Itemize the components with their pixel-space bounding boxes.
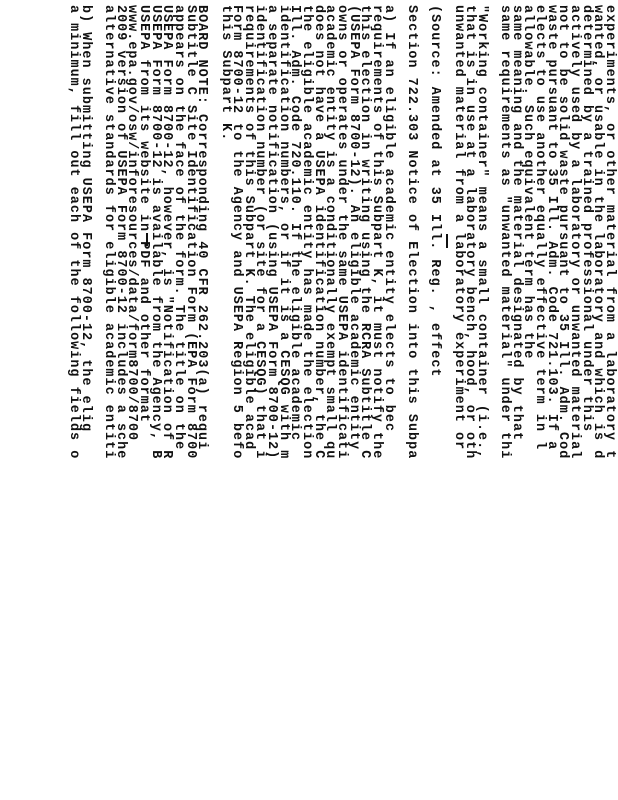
text-line: identification numbers, or if it is a CESQG with m: [275, 5, 291, 460]
text-line: a) If an eligible academic entity elects to bec: [380, 5, 396, 433]
text-line: USEPA Form 8700-12, however, is "Notification of R: [159, 5, 175, 460]
text-line: "Working container" means a small container (i.e.,: [473, 5, 489, 460]
text-line: a separate notification (using USEPA Form 8700-12): [264, 5, 280, 460]
scan-mark-right: [446, 234, 448, 248]
text-line: 2009 version of USEPA Form 8700-12 includes a sche: [112, 5, 128, 460]
text-line: appears on the face of the form. The title on the: [170, 5, 186, 451]
text-line: b) When submitting USEPA Form 8700-12, the elig: [77, 5, 93, 433]
text-line: wanted, or usable in the laboratory and which is d: [590, 5, 606, 460]
text-line: Section 722.303 Notice of Election into this Subpa: [403, 5, 419, 460]
text-line: same requirements as "unwanted material" under thi: [497, 5, 513, 460]
text-line: academic entity is a conditionally exempt small qu: [322, 5, 338, 460]
text-line: does not have a USEPA identification number, the C: [310, 5, 326, 460]
text-line: Ill. Adm. Code 720.110. If the eligible academic: [287, 5, 303, 442]
text-line: Subtitle C Site Identification Form (EPA Form 8700: [182, 5, 198, 460]
text-line: USEPA Form 8700-12 is available from the Agency, B: [147, 5, 163, 460]
text-line: USEPA from its website in PDF and other format: [136, 5, 151, 423]
text-line: alternative standards for eligible academic entiti: [101, 5, 117, 460]
text-line: actively used by a laboratory or unwanted material: [567, 5, 583, 460]
text-line: determined by a trained professional under this: [578, 5, 594, 433]
text-line: requirements of this Subpart K, it must notify the: [369, 5, 384, 460]
text-line: the eligible academic entity has made the election: [299, 5, 315, 460]
text-line: not to be solid waste pursuant to 35 Ill. Adm. Cod: [555, 5, 571, 460]
text-line: identification number (or site for a CESQG) that i: [252, 5, 268, 460]
text-line: this election in writing using the RCRA Subtitle C: [357, 5, 373, 460]
text-line: (USEPA Form 8700-12). An eligible academic entity: [345, 5, 361, 451]
text-line: experiments, or other material from a laboratory t: [602, 5, 617, 460]
text-line: that is in use at a laboratory bench, hood, or oth: [462, 5, 478, 460]
text-line: same meaning and the material designated by that: [508, 5, 524, 442]
text-line: www.epa.gov/osw/inforesources/data/form8700/8700: [124, 5, 140, 442]
text-line: requirements of this Subpart K. The eligible acad: [240, 5, 256, 451]
text-line: waste pursuant to 35 Ill. Adm. Code 721.103. If a: [543, 5, 559, 451]
text-line: elects to use another equally effective term in l: [532, 5, 548, 451]
text-line: unwanted material from a laboratory experiment or: [450, 5, 466, 451]
text-line: BOARD NOTE: Corresponding 40 CFR 262.203(a) requi: [194, 5, 210, 451]
text-line: allowable. Such equivalent term has the: [520, 5, 536, 360]
text-line: owns or operates under the same USEPA identificati: [334, 5, 350, 460]
text-line: a minimum, fill out each of the following fields o: [66, 5, 82, 460]
text-line: this Subpart K.: [217, 5, 233, 142]
text-line: (Source: Amended at 35 Ill. Reg. , effect: [427, 5, 443, 378]
text-line: Form 8700-12 to the Agency and USEPA Region 5 befo: [229, 5, 245, 460]
